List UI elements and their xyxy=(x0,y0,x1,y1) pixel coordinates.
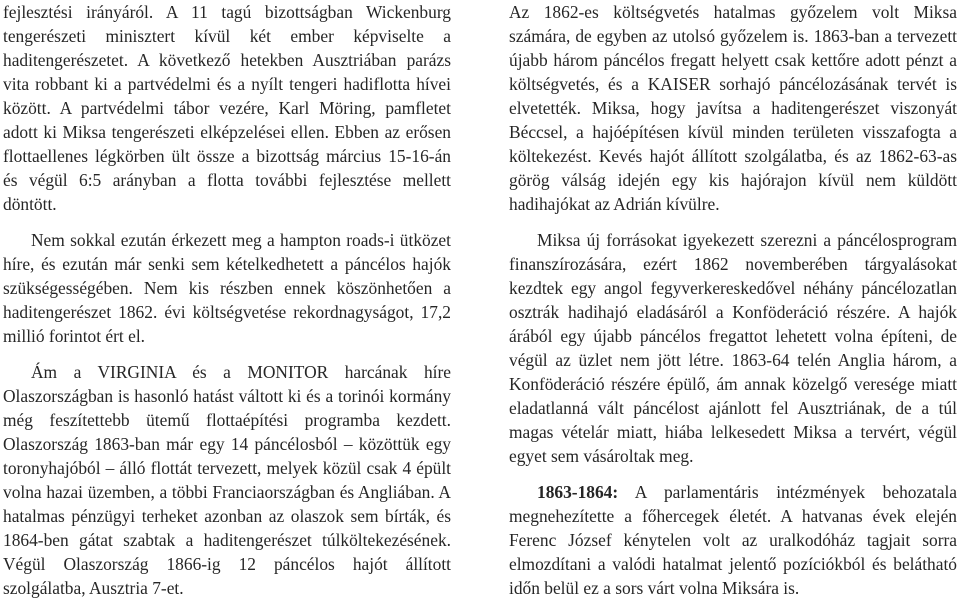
date-heading: 1863-1864: xyxy=(537,482,619,502)
paragraph: Ám a VIRGINIA és a MONITOR harcának híre Olaszországban is hasonló hatást váltott ki és a torinói kormány még feszítettebb ütemű flottaépítési programba kezdett. Olaszország 1863-ban már egy 14 páncélosból – közöttük egy toronyhajóból – álló flottát tervezett, melyek közül csak 4 épült volna hazai üzemben, a többi Franciaországban és Angliában. A hatalmas pénzügyi terheket azonban az olaszok sem bírták, és 1864-ben gátat szabtak a haditengerészet túlköltekezésének. Végül Olaszország 1866-ig 12 páncélos hajót állított szolgálatba, Ausztria 7-et. xyxy=(3,362,451,598)
paragraph-text: A parlamentáris intézmények behozatala megnehezítette a főhercegek életét. A hatvanas évek elején Ferenc József kénytelen volt az uralkodóház tagjait sorra elmozdítani a valódi hatalmat jelentő pozíciókból és belátható időn belül ez a sors várt volna Miksára is. xyxy=(509,482,957,598)
right-column xyxy=(509,0,957,599)
left-column xyxy=(3,0,451,599)
paragraph: fejlesztési irányáról. A 11 tagú bizottságban Wickenburg tengerészeti minisztert kívül két ember képviselte a haditengerészetet. A következő hetekben Ausztriában parázs vita robbant ki a partvédelmi és a nyílt tengeri hadiflotta hívei között. A partvédelmi tábor vezére, Karl Möring, pamfletet adott ki Miksa tengerészeti elképzelései ellen. Ebben az erősen flottaellenes légkörben ült össze a bizottság március 15-16-án és végül 6:5 arányban a flotta további fejlesztése mellett döntött. xyxy=(3,2,451,214)
paragraph-dated xyxy=(509,480,957,599)
paragraph: Az 1862-es költségvetés hatalmas győzelem volt Miksa számára, de egyben az utolsó győzelem is. 1863-ban a tervezett újabb három páncélos fregatt helyett csak kettőre adott pénzt a költségvetés, és a KAISER sorhajó páncélozásának tervét is elvetették. Miksa, hogy javítsa a haditengerészet viszonyát Béccsel, a hajóépítésen kívül minden területen visszafogta a költekezést. Kevés hajót állított szolgálatba, és az 1862-63-as görög válság idején egy kis hajórajon kívül nem küldött hadihajókat az Adrián kívülre. xyxy=(509,2,957,214)
paragraph: Miksa új forrásokat igyekezett szerezni a páncélosprogram finanszírozására, ezért 1862 novemberében tárgyalásokat kezdtek egy angol fegyverkereskedővel néhány páncélozatlan osztrák hadihajó eladásáról a Konföderáció részére. A hajók árából egy újabb páncélos fregattot lehetett volna építeni, de végül az üzlet nem jött létre. 1863-64 telén Anglia három, a Konföderáció részére épülő, ám annak közelgő veresége miatt eladatlanná vált páncélost ajánlott fel Ausztriának, de a túl magas vételár miatt, hiába lelkesedett Miksa a tervért, végül egyet sem vásároltak meg. xyxy=(509,230,957,466)
paragraph: Nem sokkal ezután érkezett meg a hampton roads-i ütközet híre, és ezután már senki sem kételkedhetett a páncélos hajók szükségességében. Nem kis részben ennek köszönhetően a haditengerészet 1862. évi költségvetése rekordnagyságot, 17,2 millió forintot ért el. xyxy=(3,230,451,346)
